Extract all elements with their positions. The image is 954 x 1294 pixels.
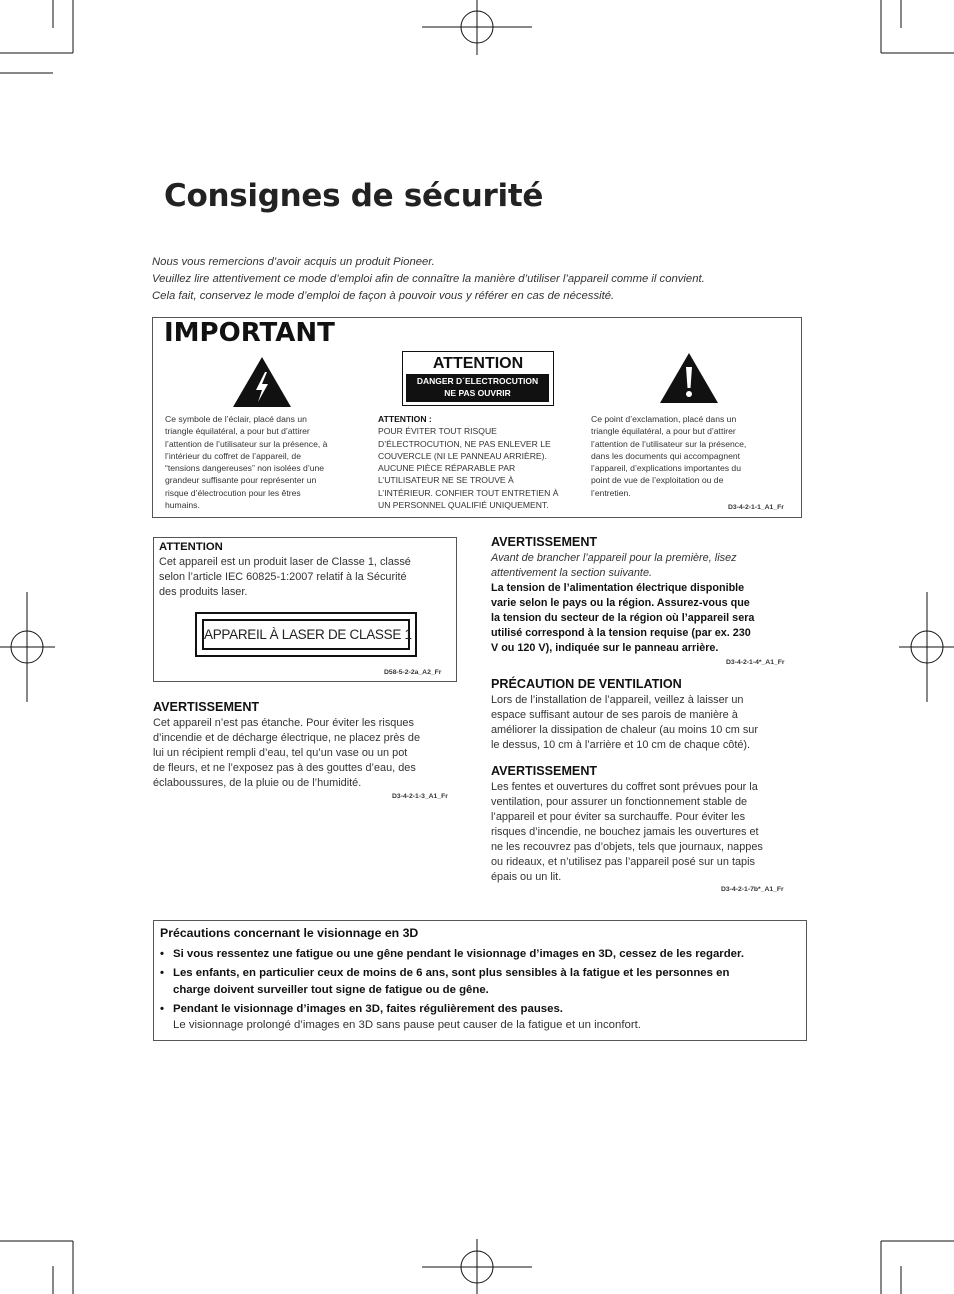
page-title: Consignes de sécurité <box>164 178 544 214</box>
bullet-marker: • <box>160 1003 164 1015</box>
text-line: varie selon le pays ou la région. Assurez-vous que <box>491 597 750 609</box>
text-line: le dessus, 10 cm à l’arrière et 10 cm de chaque côté). <box>491 739 751 751</box>
text-line: humains. <box>165 500 200 511</box>
text-line: ventilation, pour assurer un fonctionnement stable de <box>491 796 748 808</box>
laser-attention-heading: ATTENTION <box>159 541 223 553</box>
bullet-marker: • <box>160 967 164 979</box>
text-line: Ce point d’exclamation, placé dans un <box>591 414 737 424</box>
power-warning-bold <box>491 581 754 656</box>
reference-code: D3-4-2-1-7b*_A1_Fr <box>721 886 784 893</box>
text-line: La tension de l’alimentation électrique disponible <box>491 582 745 594</box>
bullet-text: Si vous ressentez une fatigue ou une gêne pendant le visionnage d’images en 3D, cessez de les regarder. <box>173 948 744 960</box>
bullet-text: charge doivent surveiller tout signe de fatigue ou de gêne. <box>173 984 489 996</box>
text-line: L’INTÉRIEUR. CONFIER TOUT ENTRETIEN À <box>378 487 559 498</box>
text-line: attentivement la section suivante. <box>491 567 653 579</box>
text-line: épais ou un lit. <box>491 871 562 883</box>
text-line: triangle équilatéral, a pour but d’attirer <box>591 426 736 437</box>
text-line: COUVERCLE (NI LE PANNEAU ARRIÈRE). <box>378 450 547 461</box>
intro-line: Veuillez lire attentivement ce mode d’emploi afin de connaître la manière d’utiliser l’appareil comme il convient. <box>152 273 705 285</box>
reference-code: D3-4-2-1-1_A1_Fr <box>728 504 784 511</box>
text-line: ou rideaux, et n’utilisez pas l’appareil posé sur un tapis <box>491 856 755 868</box>
intro-line: Cela fait, conservez le mode d’emploi de façon à pouvoir vous y référer en cas de nécessité. <box>152 290 615 302</box>
lightning-explanation <box>165 413 365 511</box>
attention-label <box>402 351 554 406</box>
text-line: selon l’article IEC 60825-1:2007 relatif à la Sécurité <box>159 571 407 583</box>
warning-heading: AVERTISSEMENT <box>491 764 598 778</box>
text-line: risques d’incendie, ne bouchez jamais les ouvertures et <box>491 826 759 838</box>
text-line: l’intérieur du coffret de l’appareil, de <box>165 450 301 461</box>
intro-text <box>152 254 705 305</box>
attention-title: ATTENTION <box>432 355 524 372</box>
text-line: Cet appareil est un produit laser de Classe 1, classé <box>159 556 411 568</box>
text-line: D’ÉLECTROCUTION, NE PAS ENLEVER LE <box>378 438 551 449</box>
text-line: éclaboussures, de la pluie ou de l’humidité. <box>153 777 362 789</box>
text-line: la tension du secteur de la région où l’appareil sera <box>491 612 755 624</box>
text-line: améliorer la dissipation de chaleur (au moins 10 cm sur <box>491 724 758 736</box>
text-line: l’entretien. <box>591 487 631 498</box>
water-warning-text <box>153 716 420 791</box>
text-line: Lors de l’installation de l’appareil, veillez à laisser un <box>491 694 744 706</box>
danger-line: NE PAS OUVRIR <box>444 387 511 398</box>
important-title: IMPORTANT <box>164 318 335 348</box>
text-line: lui un récipient rempli d’eau, tel qu’un vase ou un pot <box>153 747 408 759</box>
text-line: utilisé correspond à la tension requise (par ex. 230 <box>491 627 751 639</box>
text-line: d’incendie et de décharge électrique, ne placez près de <box>153 732 421 744</box>
laser-class-label <box>195 612 417 657</box>
text-line: de fleurs, et ne l’exposez pas à des gouttes d’eau, des <box>153 762 416 774</box>
laser-text <box>159 555 411 600</box>
attention-subhead: ATTENTION : <box>378 414 432 424</box>
text-line: L’UTILISATEUR NE SE TROUVE À <box>378 475 514 486</box>
exclamation-warning-icon <box>659 352 719 404</box>
text-line: l’attention de l’utilisateur sur la présence, à <box>165 438 328 449</box>
warning-heading: AVERTISSEMENT <box>491 535 598 549</box>
ventilation-text <box>491 693 758 753</box>
bullet-marker: • <box>160 948 164 960</box>
text-line: V ou 120 V), indiquée sur le panneau arrière. <box>491 642 719 654</box>
bullet-text: Pendant le visionnage d’images en 3D, faites régulièrement des pauses. <box>173 1003 563 1015</box>
laser-class-text: APPAREIL À LASER DE CLASSE 1 <box>202 619 410 650</box>
reference-code: D58-5-2-2a_A2_Fr <box>384 669 442 676</box>
text-line: l’appareil et pour éviter sa surchauffe. Pour éviter les <box>491 811 746 823</box>
reference-code: D3-4-2-1-4*_A1_Fr <box>726 659 785 666</box>
text-line: espace suffisant autour de ses parois de manière à <box>491 709 738 721</box>
text-line: dans les documents qui accompagnent <box>591 450 741 461</box>
exclamation-explanation <box>591 413 796 499</box>
intro-line: Nous vous remercions d’avoir acquis un produit Pioneer. <box>152 256 435 268</box>
bullet-note: Le visionnage prolongé d’images en 3D sans pause peut causer de la fatigue et un inconfort. <box>173 1019 641 1031</box>
power-warning-italic <box>491 551 737 581</box>
reference-code: D3-4-2-1-3_A1_Fr <box>392 793 448 800</box>
text-line: triangle équilatéral, a pour but d’attirer <box>165 426 310 437</box>
ventilation-warning-text <box>491 780 763 885</box>
attention-danger-label <box>406 374 549 402</box>
text-line: l’appareil, d’explications importantes du <box>591 463 741 474</box>
text-line: Cet appareil n’est pas étanche. Pour éviter les risques <box>153 717 414 729</box>
text-line: Ce symbole de l’éclair, placé dans un <box>165 414 307 424</box>
text-line: Les fentes et ouvertures du coffret sont prévues pour la <box>491 781 758 793</box>
ventilation-heading: PRÉCAUTION DE VENTILATION <box>491 677 682 691</box>
text-line: POUR ÉVITER TOUT RISQUE <box>378 426 497 437</box>
danger-line: DANGER D´ELECTROCUTION <box>416 376 539 386</box>
text-line: ne les recouvrez pas d’objets, tels que journaux, nappes <box>491 841 763 853</box>
text-line: “tensions dangereuses” non isolées d’une <box>165 463 325 474</box>
text-line: des produits laser. <box>159 586 248 598</box>
text-line: UN PERSONNEL QUALIFIÉ UNIQUEMENT. <box>378 500 549 511</box>
attention-explanation <box>378 413 583 511</box>
lightning-warning-icon <box>232 356 292 408</box>
3d-precautions-heading: Précautions concernant le visionnage en 3D <box>160 926 419 940</box>
bullet-text: Les enfants, en particulier ceux de moins de 6 ans, sont plus sensibles à la fatigue et les personnes en <box>173 967 730 979</box>
text-line: AUCUNE PIÈCE RÉPARABLE PAR <box>378 463 516 474</box>
warning-heading: AVERTISSEMENT <box>153 700 260 714</box>
text-line: l’attention de l’utilisateur sur la présence, <box>591 438 747 449</box>
text-line: point de vue de l’exploitation ou de <box>591 475 724 486</box>
text-line: risque d’électrocution pour les êtres <box>165 487 301 498</box>
text-line: grandeur suffisante pour représenter un <box>165 475 317 486</box>
text-line: Avant de brancher l’appareil pour la première, lisez <box>491 552 737 564</box>
